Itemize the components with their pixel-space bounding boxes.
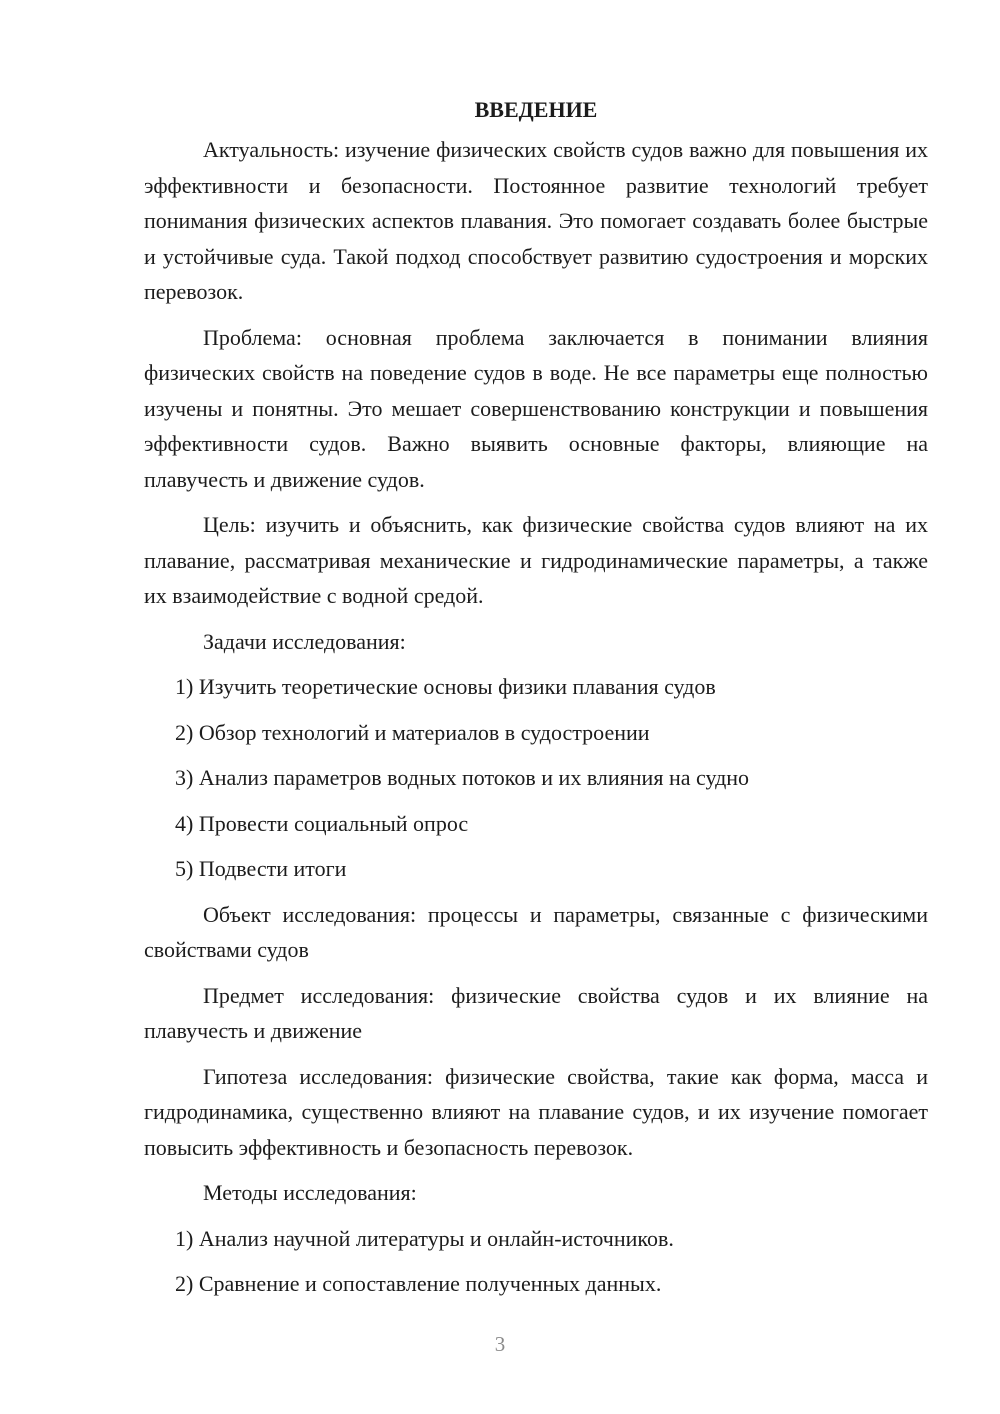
page-number: 3 [494,1332,506,1356]
task-item: 5) Подвести итоги [175,856,347,881]
problem-paragraph: Проблема: основная проблема заключается в понимании влияния физических свойств на поведение судов в воде. Не все параметры еще полностью изучены и понятны. Это мешает совершенствованию конструкции и повышения эффективности судов. Важно выявить основные факторы, влияющие на плавучесть и движение судов. [144,324,928,492]
hypothesis-paragraph: Гипотеза исследования: физические свойства, такие как форма, масса и гидродинамика, существенно влияют на плавание судов, и их изучение помогает повысить эффективность и безопасность перевозок. [144,1063,928,1160]
method-item: 2) Сравнение и сопоставление полученных данных. [175,1271,662,1296]
goal-paragraph: Цель: изучить и объяснить, как физические свойства судов влияют на их плавание, рассматривая механические и гидродинамические параметры, а также их взаимодействие с водной средой. [144,512,928,608]
task-item: 2) Обзор технологий и материалов в судостроении [175,719,650,745]
section-heading: ВВЕДЕНИЕ [474,97,598,122]
document-page [144,92,928,1312]
object-paragraph: Объект исследования: процессы и параметры, связанные с физическими свойствами судов [144,901,928,962]
subject-paragraph: Предмет исследования: физические свойства судов и их влияние на плавучесть и движение [144,982,928,1043]
methods-title: Методы исследования: [203,1180,417,1205]
tasks-title: Задачи исследования: [203,628,406,654]
task-item: 4) Провести социальный опрос [175,810,469,836]
method-item: 1) Анализ научной литературы и онлайн-источников. [175,1225,674,1251]
task-item: 1) Изучить теоретические основы физики плавания судов [175,674,716,699]
relevance-paragraph: Актуальность: изучение физических свойств судов важно для повышения их эффективности и безопасности. Постоянное развитие технологий требует понимания физических аспектов плавания. Это помогает создавать более быстрые и устойчивые суда. Такой подход способствует развитию судостроения и морских перевозок. [144,137,928,304]
task-item: 3) Анализ параметров водных потоков и их влияния на судно [175,765,750,790]
